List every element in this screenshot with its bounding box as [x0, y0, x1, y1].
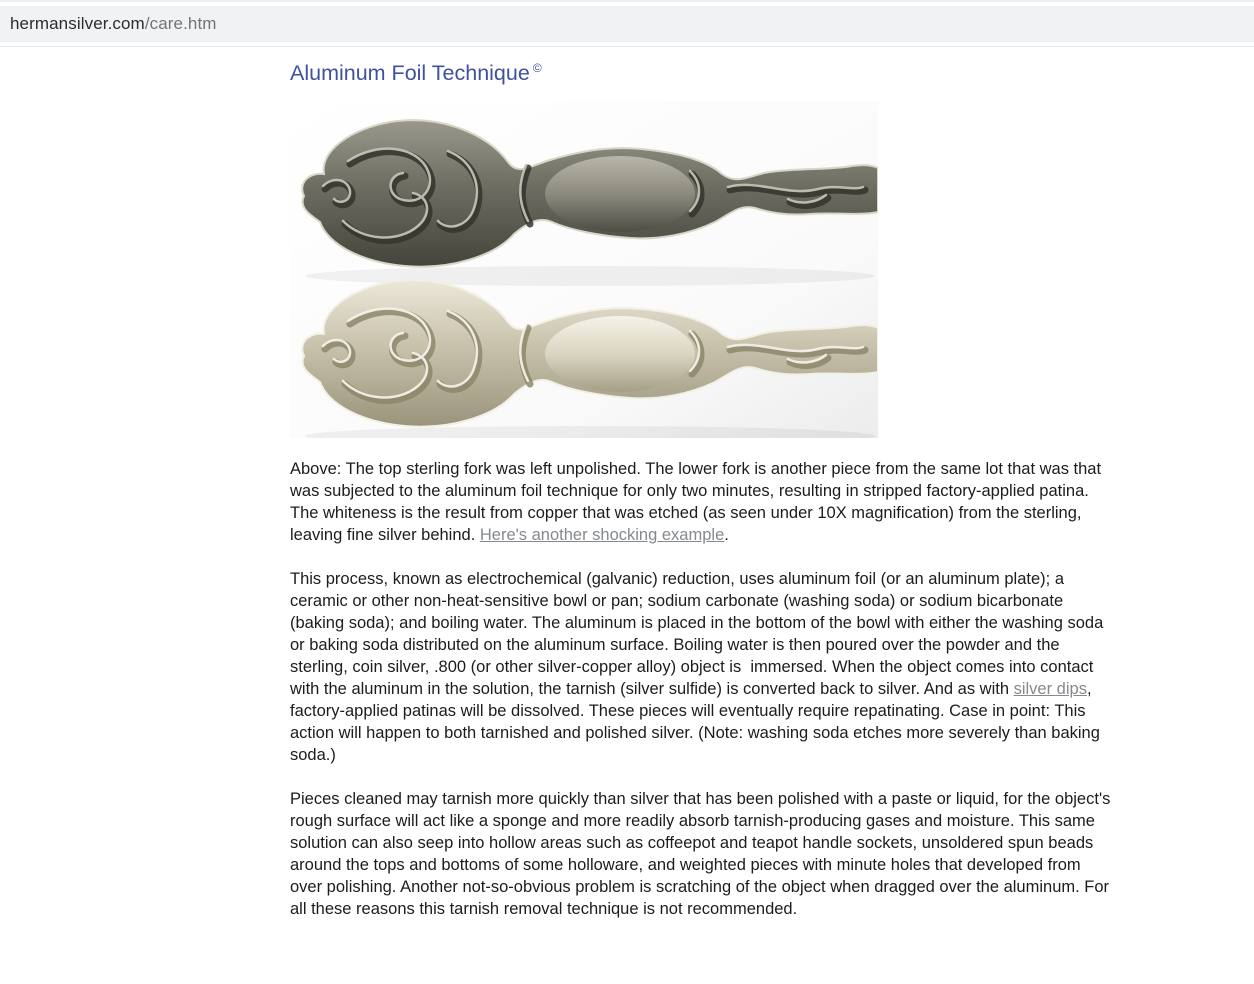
paragraph-text: .	[724, 526, 729, 545]
paragraph-caption	[290, 458, 1112, 546]
page-title-text: Aluminum Foil Technique	[290, 61, 530, 86]
article-body	[290, 458, 1115, 920]
paragraph-text: Pieces cleaned may tarnish more quickly than silver that has been polished with a paste or liquid, for the object's rough surface will act like a sponge and more readily absorb tarnish-producing gases and moisture. This same solution can also seep into hollow areas such as coffeepot and teapot handle sockets, unsoldered spun beads around the tops and bottoms of some holloware, and weighted pieces with minute holes that developed from over polishing. Another not-so-obvious problem is scratching of the object when dragged over the aluminum. For all these reasons this tarnish removal technique is not recommended.	[290, 790, 1115, 919]
inline-text-link[interactable]: silver dips	[1013, 680, 1087, 699]
sterling-forks-photo	[290, 102, 878, 438]
browser-chrome	[0, 0, 1254, 47]
paragraph-process	[290, 568, 1112, 766]
forks-illustration	[290, 102, 878, 438]
url-path: /care.htm	[144, 14, 217, 33]
page-content	[0, 47, 1254, 920]
address-bar[interactable]	[0, 6, 1254, 42]
inline-text-link[interactable]: Here's another shocking example	[479, 526, 725, 545]
url-domain: hermansilver.com	[10, 14, 145, 33]
page-title	[290, 55, 1112, 86]
paragraph-text: Above: The top sterling fork was left unpolished. The lower fork is another piece from the same lot that was that was subjected to the aluminum foil technique for only two minutes, resulting in stripped factory-applied patina. The whiteness is the result from copper that was etched (as seen under 10X magnification) from the sterling, leaving fine silver behind.	[290, 460, 1106, 545]
paragraph-text: , factory-applied patinas will be dissolved. These pieces will eventually require repatinating. Case in point: This action will happen to both tarnished and polished silver. (Note: washing soda etches more severely than baking soda.)	[290, 680, 1105, 765]
paragraph-warning	[290, 788, 1115, 920]
copyright-symbol: ©	[532, 61, 542, 75]
paragraph-text: This process, known as electrochemical (galvanic) reduction, uses aluminum foil (or an aluminum plate); a ceramic or other non-heat-sensitive bowl or pan; sodium carbonate (washing soda) or sodium bicarbonate (baking soda); and boiling water. The aluminum is placed in the bottom of the bowl with either the washing soda or baking soda distributed on the aluminum surface. Boiling water is then poured over the powder and the sterling, coin silver, .800 (or other silver-copper alloy) object is immersed. When the object comes into contact with the aluminum in the solution, the tarnish (silver sulfide) is converted back to silver. And as with	[290, 570, 1108, 699]
